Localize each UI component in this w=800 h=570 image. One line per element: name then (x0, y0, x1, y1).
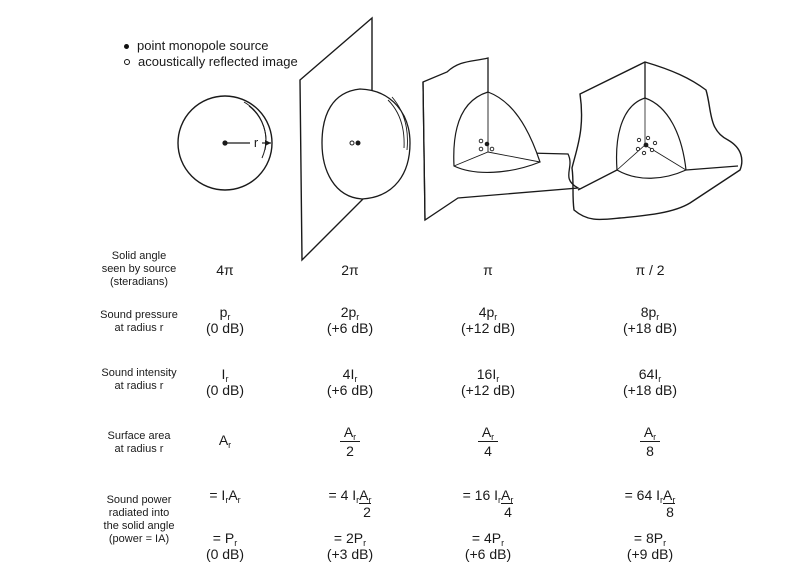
power-db: (+3 dB) (326, 546, 374, 562)
subscript: r (658, 374, 662, 384)
subscript: r (225, 495, 229, 505)
eighth-space-corner (572, 62, 742, 220)
area-symbol: A (218, 432, 229, 448)
row-label-line: at radius r (114, 443, 164, 455)
subscript: r (510, 495, 514, 505)
area-fraction (478, 424, 498, 459)
image-source-dot (350, 141, 354, 145)
pressure-coefficient: 2 (340, 304, 349, 320)
subscript: r (496, 374, 500, 384)
power-denominator: 2 (363, 504, 371, 520)
subscript: r (672, 495, 676, 505)
monopole-source-dot (356, 141, 361, 146)
subscript: r (353, 432, 357, 442)
monopole-source-dot (485, 142, 490, 147)
area-cell (280, 424, 420, 459)
subscript: r (368, 495, 372, 505)
power-prefix: = 64 I (624, 487, 661, 503)
power-symbol: = 4P (471, 530, 502, 546)
monopole-source-dot (222, 140, 227, 145)
monopole-source-dot (644, 143, 649, 148)
intensity-symbol: I (654, 366, 659, 382)
pressure-db: (+18 dB) (622, 320, 678, 336)
pressure-symbol: p (348, 304, 357, 320)
row-label-line: (steradians) (109, 276, 169, 288)
area-denominator: 2 (346, 443, 354, 459)
subscript: r (225, 374, 229, 384)
intensity-db: (+6 dB) (326, 382, 374, 398)
area-denominator: 4 (484, 443, 492, 459)
pressure-symbol: p (219, 304, 228, 320)
pressure-coefficient: 8 (640, 304, 649, 320)
solid-angle-value: 2π (341, 262, 359, 278)
subscript: r (234, 538, 238, 548)
power-fraction (325, 487, 376, 520)
power-denominator: 8 (666, 504, 674, 520)
subscript: r (354, 374, 358, 384)
row-label-line: Solid angle (111, 250, 167, 262)
area-denominator: 8 (646, 443, 654, 459)
intensity-symbol: I (221, 366, 226, 382)
area-cell (580, 424, 720, 459)
subscript: r (494, 312, 498, 322)
legend-image-label: acoustically reflected image (138, 54, 298, 69)
pressure-db: (+12 dB) (460, 320, 516, 336)
area-cell (155, 432, 295, 448)
intensity-cell (280, 366, 420, 398)
intensity-db: (0 dB) (205, 382, 245, 398)
pressure-symbol: p (648, 304, 657, 320)
solid-angle-value: 4π (216, 262, 234, 278)
pressure-symbol: p (486, 304, 495, 320)
intensity-cell (155, 366, 295, 398)
area-symbol: A (481, 424, 492, 440)
power-symbol: = 2P (333, 530, 364, 546)
power-formula-cell (155, 487, 295, 503)
row-label-line: Sound intensity (101, 367, 177, 379)
power-prefix: = I (209, 487, 226, 503)
area-cell (418, 424, 558, 459)
row-label-line: at radius r (114, 322, 164, 334)
intensity-coefficient: 4 (342, 366, 351, 382)
area-symbol: A (343, 424, 354, 440)
power-formula-cell (580, 487, 720, 520)
power-symbol: = 8P (633, 530, 664, 546)
intensity-coefficient: 16 (476, 366, 493, 382)
intensity-cell (418, 366, 558, 398)
subscript: r (363, 538, 367, 548)
intensity-coefficient: 64 (638, 366, 655, 382)
subscript: r (356, 495, 360, 505)
subscript: r (663, 538, 667, 548)
power-symbol: = P (212, 530, 235, 546)
power-fraction (459, 487, 518, 520)
subscript: r (656, 312, 660, 322)
intensity-db: (+12 dB) (460, 382, 516, 398)
pressure-cell (580, 304, 720, 336)
intensity-cell (580, 366, 720, 398)
power-db: (0 dB) (205, 546, 245, 562)
row-label-line: Sound pressure (100, 309, 178, 321)
power-area-symbol: A (359, 487, 369, 503)
row-label-line: the solid angle (103, 520, 175, 532)
subscript: r (237, 495, 241, 505)
row-label-line: Sound power (106, 494, 172, 506)
subscript: r (356, 312, 360, 322)
power-fraction (621, 487, 680, 520)
solid-angle-value: π (483, 262, 493, 278)
area-fraction (640, 424, 660, 459)
power-denominator: 4 (504, 504, 512, 520)
pressure-db: (+6 dB) (326, 320, 374, 336)
pressure-cell (280, 304, 420, 336)
intensity-db: (+18 dB) (622, 382, 678, 398)
power-db: (+6 dB) (464, 546, 512, 562)
half-space-hemisphere (300, 18, 410, 260)
row-label-line: (power = IA) (108, 533, 170, 545)
power-prefix: = 16 I (462, 487, 499, 503)
subscript: r (653, 432, 657, 442)
arrowhead-icon (265, 140, 271, 146)
row-label-line: radiated into (108, 507, 170, 519)
row-label-line: at radius r (114, 380, 164, 392)
row-label-line: seen by source (101, 263, 177, 275)
subscript: r (498, 495, 502, 505)
subscript: r (491, 432, 495, 442)
power-area-symbol: A (663, 487, 673, 503)
solid-angle-value: π / 2 (635, 262, 665, 278)
pressure-db: (0 dB) (205, 320, 245, 336)
row-label-line: Surface area (107, 430, 171, 442)
subscript: r (660, 495, 664, 505)
power-value-cell (418, 530, 558, 562)
area-fraction (340, 424, 360, 459)
power-formula-cell (418, 487, 558, 520)
free-space-sphere (178, 96, 272, 190)
intensity-symbol: I (492, 366, 497, 382)
power-db: (+9 dB) (626, 546, 674, 562)
intensity-symbol: I (350, 366, 355, 382)
quarter-space-corner (423, 58, 578, 220)
pressure-cell (155, 304, 295, 336)
power-prefix: = 4 I (328, 487, 357, 503)
power-value-cell (155, 530, 295, 562)
pressure-cell (418, 304, 558, 336)
area-symbol: A (643, 424, 654, 440)
legend-source-label: point monopole source (137, 38, 269, 53)
power-value-cell (580, 530, 720, 562)
radius-label: r (253, 135, 259, 150)
power-area-symbol: A (228, 487, 238, 503)
subscript: r (228, 440, 232, 450)
power-value-cell (280, 530, 420, 562)
subscript: r (227, 312, 231, 322)
subscript: r (501, 538, 505, 548)
pressure-coefficient: 4 (478, 304, 487, 320)
power-area-symbol: A (501, 487, 511, 503)
power-formula-cell (280, 487, 420, 520)
